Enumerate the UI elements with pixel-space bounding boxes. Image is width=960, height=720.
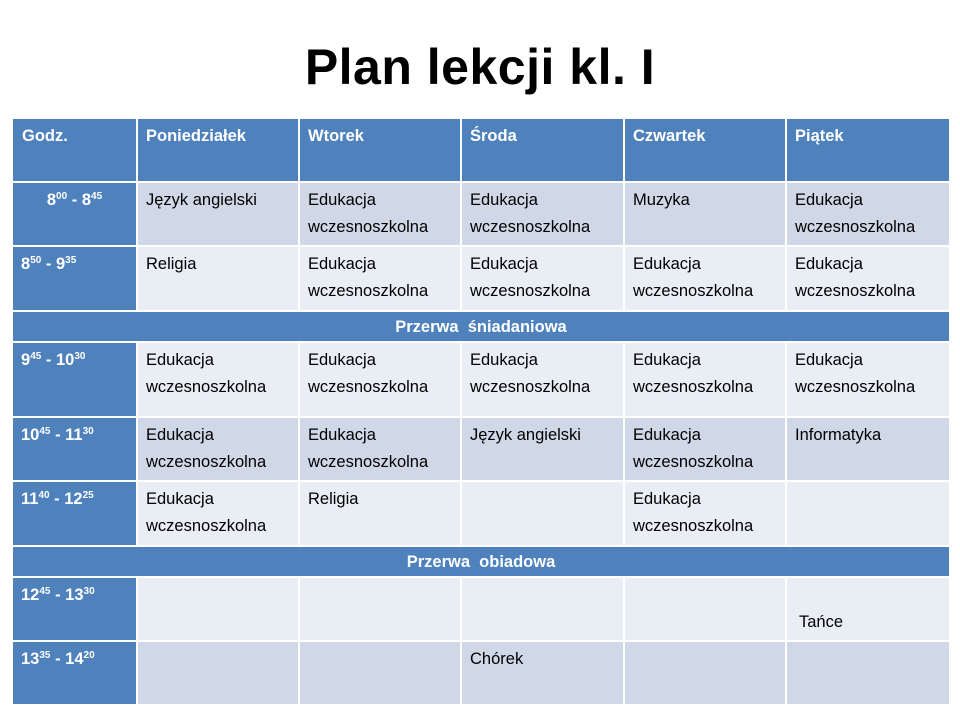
lesson-time: $10^{45} - 11^{30}$ (12, 417, 137, 481)
lesson-cell (137, 577, 299, 641)
lesson-cell: Edukacja wczesnoszkolna (137, 481, 299, 546)
lesson-cell: Edukacja wczesnoszkolna (137, 417, 299, 481)
timetable (11, 117, 951, 706)
lesson-time: $12^{45} - 13^{30}$ (12, 577, 137, 641)
lesson-cell: Edukacja wczesnoszkolna (786, 342, 950, 417)
lunch-break-label: Przerwa obiadowa (12, 546, 950, 577)
lesson-cell: Edukacja wczesnoszkolna (624, 246, 786, 311)
lesson-cell: Edukacja wczesnoszkolna (461, 182, 624, 246)
lesson-cell (137, 641, 299, 705)
lesson-cell: Edukacja wczesnoszkolna (137, 342, 299, 417)
lesson-cell: Edukacja wczesnoszkolna (624, 342, 786, 417)
lesson-cell: Język angielski (137, 182, 299, 246)
lesson-cell: Edukacja wczesnoszkolna (299, 417, 461, 481)
breakfast-break-row (12, 311, 950, 342)
lesson-cell (461, 577, 624, 641)
lesson-cell: Edukacja wczesnoszkolna (624, 417, 786, 481)
lesson-cell: Edukacja wczesnoszkolna (786, 246, 950, 311)
lesson-cell (624, 577, 786, 641)
lesson-row-7 (12, 641, 950, 705)
lesson-cell (624, 641, 786, 705)
lesson-row-5 (12, 481, 950, 546)
lesson-row-1 (12, 182, 950, 246)
lesson-cell: Informatyka (786, 417, 950, 481)
lesson-cell: Edukacja wczesnoszkolna (624, 481, 786, 546)
lesson-time: $9^{45} - 10^{30}$ (12, 342, 137, 417)
lesson-row-3 (12, 342, 950, 417)
header-thursday: Czwartek (624, 118, 786, 182)
lesson-row-2 (12, 246, 950, 311)
header-friday: Piątek (786, 118, 950, 182)
breakfast-break-label: Przerwa śniadaniowa (12, 311, 950, 342)
lesson-cell (786, 577, 950, 641)
lesson-cell: Religia (137, 246, 299, 311)
header-row (12, 118, 950, 182)
lesson-cell (786, 641, 950, 705)
lesson-text: Tańce (799, 613, 844, 631)
lesson-time: $8^{50} - 9^{35}$ (12, 246, 137, 311)
header-hours: Godz. (12, 118, 137, 182)
lesson-cell: Edukacja wczesnoszkolna (461, 342, 624, 417)
lesson-cell: Edukacja wczesnoszkolna (299, 246, 461, 311)
lesson-cell: Muzyka (624, 182, 786, 246)
header-monday: Poniedziałek (137, 118, 299, 182)
lesson-cell: Chórek (461, 641, 624, 705)
lesson-cell: Język angielski (461, 417, 624, 481)
lesson-row-6 (12, 577, 950, 641)
header-tuesday: Wtorek (299, 118, 461, 182)
lesson-cell: Edukacja wczesnoszkolna (299, 182, 461, 246)
page-title: Plan lekcji kl. I (304, 39, 656, 95)
lesson-time: $8^{00} - 8^{45}$ (12, 182, 137, 246)
lesson-cell: Religia (299, 481, 461, 546)
lunch-break-row (12, 546, 950, 577)
lesson-cell: Edukacja wczesnoszkolna (299, 342, 461, 417)
lesson-cell (786, 481, 950, 546)
lesson-cell: Edukacja wczesnoszkolna (461, 246, 624, 311)
lesson-cell: Edukacja wczesnoszkolna (786, 182, 950, 246)
lesson-cell (299, 641, 461, 705)
header-wednesday: Środa (461, 118, 624, 182)
lesson-time: $13^{35} - 14^{20}$ (12, 641, 137, 705)
lesson-cell (461, 481, 624, 546)
lesson-cell (299, 577, 461, 641)
lesson-time: $11^{40} - 12^{25}$ (12, 481, 137, 546)
lesson-row-4 (12, 417, 950, 481)
